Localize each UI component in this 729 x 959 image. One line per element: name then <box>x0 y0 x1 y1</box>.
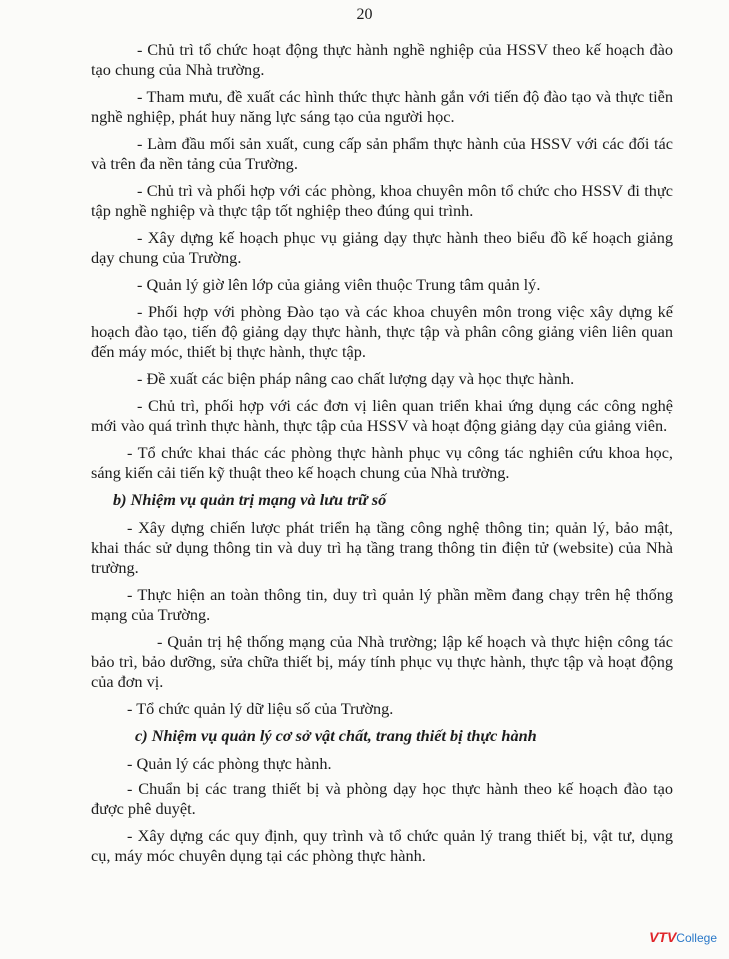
paragraph: - Chủ trì, phối hợp với các đơn vị liên quan triển khai ứng dụng các công nghệ mới vào quá trình thực hành, thực tập của HSSV và hoạt động giảng dạy của giảng viên. <box>91 396 673 435</box>
paragraph: - Xây dựng chiến lược phát triển hạ tầng công nghệ thông tin; quản lý, bảo mật, khai thác sử dụng thông tin và duy trì hạ tầng trang thông tin điện tử (website) của Nhà trường. <box>91 518 673 577</box>
paragraph: - Quản lý các phòng thực hành. <box>127 754 332 773</box>
document-body <box>91 40 673 873</box>
page-number: 20 <box>356 6 373 23</box>
paragraph: - Tham mưu, đề xuất các hình thức thực hành gắn với tiến độ đào tạo và thực tiễn nghề nghiệp, phát huy năng lực sáng tạo của người học. <box>91 87 673 126</box>
paragraph: - Tổ chức quản lý dữ liệu số của Trường. <box>127 699 394 718</box>
paragraph: - Xây dựng các quy định, quy trình và tổ chức quản lý trang thiết bị, vật tư, dụng cụ, máy móc chuyên dụng tại các phòng thực hành. <box>91 826 673 865</box>
paragraph: - Chuẩn bị các trang thiết bị và phòng dạy học thực hành theo kế hoạch đào tạo được phê duyệt. <box>91 779 673 818</box>
paragraph: - Quản lý giờ lên lớp của giảng viên thuộc Trung tâm quản lý. <box>137 275 541 294</box>
logo-college: College <box>676 931 717 945</box>
paragraph: - Tổ chức khai thác các phòng thực hành phục vụ công tác nghiên cứu khoa học, sáng kiến cải tiến kỹ thuật theo kế hoạch chung của Nhà trường. <box>91 443 673 482</box>
logo-vtv: VTV <box>649 929 677 945</box>
paragraph: - Đề xuất các biện pháp nâng cao chất lượng dạy và học thực hành. <box>137 369 575 388</box>
paragraph: - Xây dựng kế hoạch phục vụ giảng dạy thực hành theo biểu đồ kế hoạch giảng dạy chung của Trường. <box>91 228 673 267</box>
paragraph: - Phối hợp với phòng Đào tạo và các khoa chuyên môn trong việc xây dựng kế hoạch đào tạo, tiến độ giảng dạy thực hành, thực tập và phân công giảng viên liên quan đến máy móc, thiết bị thực hành, thực tập. <box>91 302 673 361</box>
paragraph: - Quản trị hệ thống mạng của Nhà trường; lập kế hoạch và thực hiện công tác bảo trì, bảo dưỡng, sửa chữa thiết bị, máy tính phục vụ thực hành, thực tập và hoạt động của đơn vị. <box>91 632 673 691</box>
section-heading-c: c) Nhiệm vụ quản lý cơ sở vật chất, trang thiết bị thực hành <box>135 726 537 745</box>
vtv-college-logo <box>649 929 717 945</box>
paragraph: - Chủ trì và phối hợp với các phòng, khoa chuyên môn tổ chức cho HSSV đi thực tập nghề nghiệp và thực tập tốt nghiệp theo đúng qui trình. <box>91 181 673 220</box>
paragraph: - Thực hiện an toàn thông tin, duy trì quản lý phần mềm đang chạy trên hệ thống mạng của Trường. <box>91 585 673 624</box>
paragraph: - Chủ trì tổ chức hoạt động thực hành nghề nghiệp của HSSV theo kế hoạch đào tạo chung của Nhà trường. <box>91 40 673 79</box>
paragraph: - Làm đầu mối sản xuất, cung cấp sản phẩm thực hành của HSSV với các đối tác và trên đa nền tảng của Trường. <box>91 134 673 173</box>
section-heading-b: b) Nhiệm vụ quản trị mạng và lưu trữ số <box>113 490 387 509</box>
